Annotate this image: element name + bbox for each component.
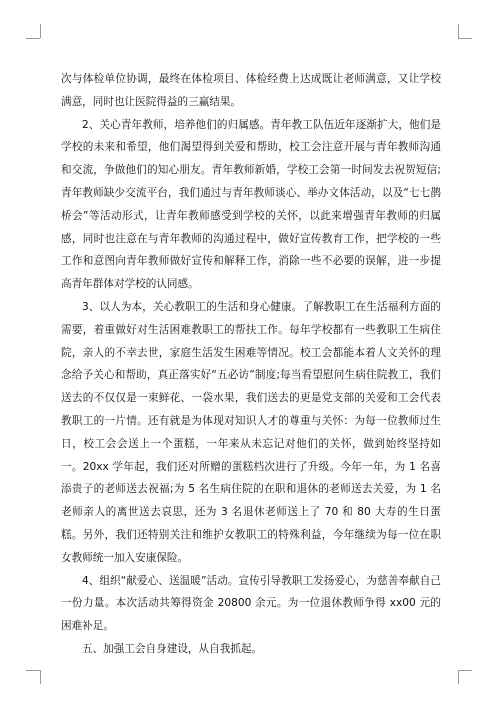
paragraph-section-five-heading: 五、加强工会自身建设，从自我抓起。 [82, 642, 263, 655]
crop-mark-top-right-horizontal [458, 38, 472, 39]
crop-mark-bottom-right-vertical [458, 670, 459, 684]
crop-mark-bottom-right-horizontal [458, 670, 472, 671]
paragraph-people-oriented-care: 3、以人为本，关心教职工的生活和身心健康。了解教职工在生活福利方面的需要，着重做好对生活困难教职工的帮扶工作。每年学校都有一些教职工生病住院，亲人的不幸去世，家庭生活发生困难等情况。校工会都能本着人文关怀的理念给予关心和帮助，真正落实好“五必访”制度;每当看望慰问生病住院教工，我们送去的不仅仅是一束鲜花、一袋水果，我们送去的更是党支部的关爱和工会代表教职工的一片情。还有就是为体现对知识人才的尊重与关怀：为每一位教师过生日，校工会会送上一个蛋糕，一年来从未忘记对他们的关怀，做到始终坚持如一。20xx 学年起，我们还对所赠的蛋糕档次进行了升级。今年一年，为 1 名喜添贵子的老师送去祝福;为 5 名生病住院的在职和退休的老师送去关爱，为 1 名老师亲人的离世送去哀思，还为 3 名退休老师送上了 70 和 80 大寿的生日蛋糕。另外，我们还特别关注和维护女教职工的特殊利益，今年继续为每一位在职女教师统一加入安康保险。 [61, 300, 441, 564]
crop-mark-bottom-left-horizontal [26, 670, 40, 671]
document-body [61, 68, 441, 661]
crop-mark-top-left-vertical [40, 24, 41, 38]
crop-mark-top-left-horizontal [26, 38, 40, 39]
crop-mark-top-right-vertical [458, 24, 459, 38]
paragraph-care-young-teachers: 2、关心青年教师，培养他们的归属感。青年教工队伍近年逐渐扩大，他们是学校的未来和希望，他们渴望得到关爱和帮助，校工会注意开展与青年教师沟通和交流，争做他们的知心朋友。青年教师新婚，学校工会第一时间发去祝贺短信;青年教师缺少交流平台，我们通过与青年教师谈心、举办文体活动，以及“七七鹊桥会”等活动形式，让青年教师感受到学校的关怀，以此来增强青年教师的归属感，同时也注意在与青年教师的沟通过程中，做好宣传教育工作，把学校的一些工作和意图向青年教师做好宣传和解释工作，消除一些不必要的误解，进一步提高青年群体对学校的认同感。 [61, 118, 441, 291]
paragraph-continuation: 次与体检单位协调，最终在体检项目、体检经费上达成既让老师满意，又让学校满意，同时也让医院得益的三赢结果。 [61, 73, 441, 108]
crop-mark-bottom-left-vertical [40, 670, 41, 684]
paragraph-charity-activity: 4、组织“献爱心、送温暖”活动。宣传引导教职工发扬爱心，为慈善奉献自己一份力量。本次活动共筹得资金 20800 余元。为一位退休教师争得 xx00 元的困难补足。 [61, 574, 441, 633]
